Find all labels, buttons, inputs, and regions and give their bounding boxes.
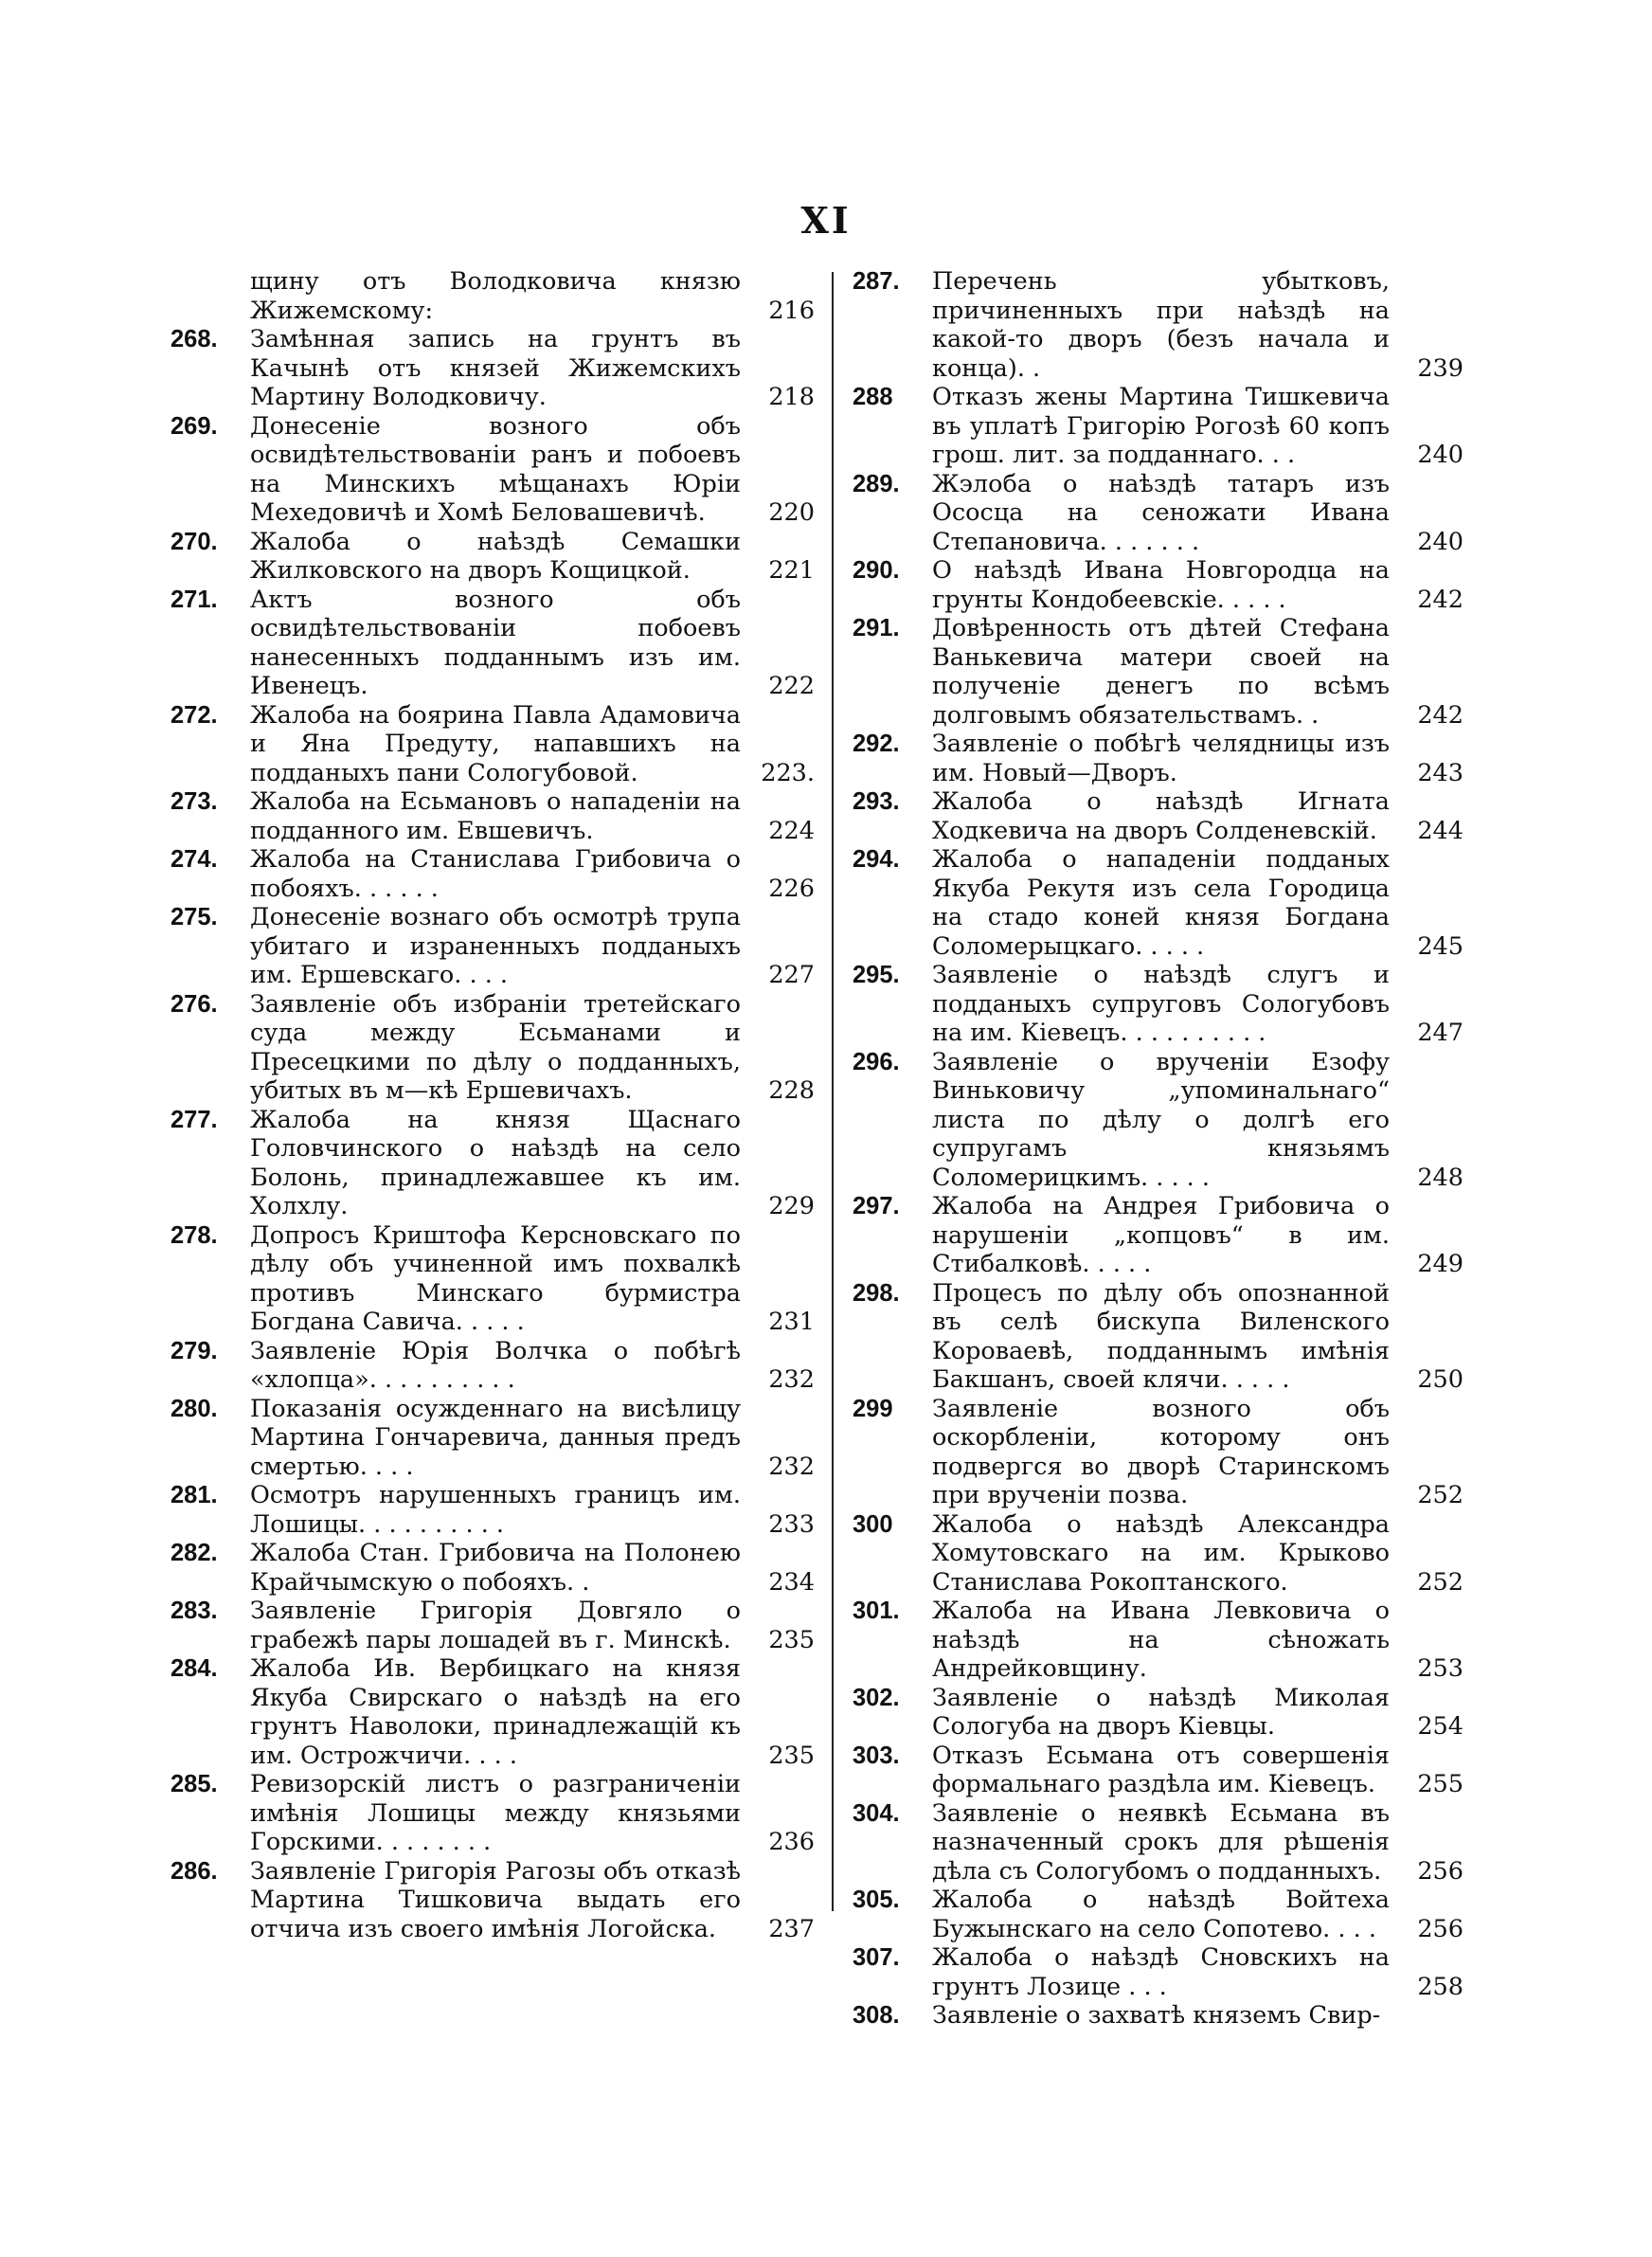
- entry-title: Осмотръ нарушенныхъ границъ им. Лошицы. . . . . . . . . .: [250, 1481, 741, 1539]
- entry-number: 300: [853, 1510, 893, 1538]
- toc-entry: [853, 730, 1463, 787]
- entry-number: 276.: [171, 990, 218, 1018]
- toc-entry: [853, 1395, 1463, 1510]
- toc-entry: [171, 528, 815, 586]
- toc-entry: [853, 267, 1463, 383]
- entry-title: Допросъ Криштофа Керсновскаго по дѣлу объ учиненной имъ похвалкѣ противъ Минскаго бурмистра Богдана Савича. . . . .: [250, 1220, 741, 1336]
- entry-number: 298.: [853, 1279, 900, 1307]
- entry-number: 270.: [171, 528, 218, 555]
- entry-page-number: 237: [768, 1914, 815, 1943]
- entry-title: Жалоба на Есьмановъ о нападеніи на подданного им. Евшевичъ.: [250, 787, 741, 845]
- toc-entry: [171, 1857, 815, 1944]
- toc-entry: [853, 1742, 1463, 1799]
- entry-number: 307.: [853, 1944, 900, 1971]
- toc-entry: [171, 1221, 815, 1337]
- toc-entry: [171, 1539, 815, 1597]
- entry-number: 302.: [853, 1684, 900, 1711]
- entry-title: Перечень убытковъ, причиненныхъ при наѣздѣ на какой-то дворъ (безъ начала и конца). .: [932, 267, 1390, 383]
- entry-number: 284.: [171, 1655, 218, 1682]
- toc-entry: [171, 1395, 815, 1482]
- entry-page-number: 258: [1417, 1972, 1463, 2001]
- entry-page-number: 234: [768, 1567, 815, 1597]
- entry-title: Жалоба о наѣздѣ Войтеха Бужынскаго на село Сопотево. . . .: [932, 1886, 1390, 1943]
- entry-page-number: 245: [1417, 931, 1463, 961]
- toc-entry: [171, 412, 815, 528]
- entry-number: 272.: [171, 701, 218, 729]
- entry-page-number: 242: [1417, 585, 1463, 614]
- entry-title: Жалоба на боярина Павла Адамовича и Яна Предуту, напавшихъ на подданыхъ пани Сологубовой.: [250, 700, 741, 787]
- entry-title: Жалоба Ив. Вербицкаго на князя Якуба Свирскаго о наѣздѣ на его грунтъ Наволоки, принадлежащій къ им. Острожчичи. . . .: [250, 1654, 741, 1770]
- entry-title: Заявленіе Юрія Волчка о побѣгѣ «хлопца». . . . . . . . . .: [250, 1336, 741, 1394]
- entry-page-number: 235: [768, 1625, 815, 1654]
- entry-number: 285.: [171, 1771, 218, 1797]
- entry-page-number: 223.: [761, 758, 815, 787]
- entry-title: Заявленіе Григорія Довгяло о грабежѣ пары лошадей въ г. Минскѣ.: [250, 1597, 741, 1654]
- toc-entry: [853, 1510, 1463, 1598]
- toc-entry: [853, 2001, 1463, 2031]
- entry-title: Заявленіе о захватѣ княземъ Свир-: [932, 2001, 1381, 2030]
- entry-number: 308.: [853, 2002, 900, 2029]
- entry-title: Жалоба о нападеніи подданых Якуба Рекутя изъ села Городица на стадо коней князя Богдана Соломерыцкаго. . . . .: [932, 845, 1390, 961]
- toc-entry: [171, 1106, 815, 1221]
- entry-page-number: 236: [768, 1828, 815, 1856]
- entry-page-number: 242: [1417, 700, 1463, 730]
- entry-title: Замѣнная запись на грунтъ въ Качынѣ отъ князей Жижемскихъ Мартину Володковичу.: [250, 325, 741, 411]
- entry-page-number: 249: [1417, 1250, 1463, 1278]
- right-column: [853, 267, 1463, 2031]
- entry-title: Жалоба на Ивана Левковича о наѣздѣ на сѣножать Андрейковщину.: [932, 1597, 1390, 1683]
- entry-title: Ревизорскій листъ о разграниченіи имѣнія Лошицы между князьями Горскими. . . . . . . .: [250, 1770, 741, 1856]
- entry-title: Жалоба о наѣздѣ Александра Хомутовскаго на им. Крыково Станислава Рокоптанского.: [932, 1509, 1390, 1597]
- entry-number: 278.: [171, 1221, 218, 1249]
- toc-entry: [171, 701, 815, 788]
- entry-page-number: 247: [1417, 1019, 1463, 1047]
- entry-title: Заявленіе о побѣгѣ челядницы изъ им. Новый—Дворъ.: [932, 730, 1390, 787]
- entry-number: 290.: [853, 557, 900, 584]
- entry-page-number: 254: [1417, 1712, 1463, 1741]
- entry-number: 303.: [853, 1742, 900, 1769]
- toc-entry: [171, 1597, 815, 1654]
- entry-title: Донесеніе возного объ освидѣтельствованіи ранъ и побоевъ на Минскихъ мѣщанахъ Юріи Мехедовичѣ и Хомѣ Беловашевичѣ.: [250, 411, 741, 527]
- toc-entry: [171, 1337, 815, 1395]
- entry-number: 271.: [171, 586, 218, 613]
- entry-title: Жалоба о наѣздѣ Сновскихъ на грунтъ Лозицe . . .: [932, 1943, 1390, 2001]
- toc-entry: [853, 787, 1463, 845]
- entry-number: 268.: [171, 326, 218, 352]
- entry-number: 295.: [853, 962, 900, 988]
- entry-title: Отказъ Есьмана отъ совершенія формальнаго раздѣла им. Кіевецъ.: [932, 1741, 1390, 1798]
- entry-number: 281.: [171, 1482, 218, 1508]
- toc-entry: [853, 383, 1463, 470]
- entry-page-number: 220: [768, 498, 815, 527]
- entry-title: Заявленіе объ избраніи третейскаго суда между Есьманами и Пресецкими по дѣлу о подданныхъ, убитых въ м—кѣ Ершевичахъ.: [250, 989, 741, 1105]
- entry-number: 288: [853, 384, 893, 410]
- entry-page-number: 253: [1417, 1654, 1463, 1683]
- entry-number: 294.: [853, 846, 900, 873]
- toc-entry: [171, 325, 815, 412]
- toc-entry: [171, 787, 815, 845]
- entry-number: 305.: [853, 1887, 900, 1913]
- entry-number: 289.: [853, 470, 900, 497]
- entry-number: 292.: [853, 731, 900, 757]
- toc-entry: [853, 1048, 1463, 1193]
- column-divider: [832, 272, 834, 1911]
- entry-title: щину отъ Володковича князю Жижемскому:: [250, 267, 741, 325]
- entry-number: [171, 267, 250, 325]
- toc-entry: [171, 903, 815, 990]
- entry-number: 286.: [171, 1857, 218, 1885]
- entry-page-number: 224: [768, 816, 815, 845]
- entry-page-number: 248: [1417, 1163, 1463, 1192]
- entry-page-number: 226: [768, 874, 815, 903]
- entry-number: 296.: [853, 1048, 900, 1075]
- toc-entry: [171, 990, 815, 1106]
- entry-title: Заявленіе Григорія Рагозы объ отказѣ Мартина Тишковича выдать его отчича изъ своего имѣнія Логойска.: [250, 1856, 741, 1943]
- entry-title: Актъ возного объ освидѣтельствованіи побоевъ нанесенныхъ подданнымъ изъ им. Ивенецъ.: [250, 585, 741, 700]
- entry-page-number: 228: [768, 1076, 815, 1105]
- toc-entry: [171, 1770, 815, 1857]
- entry-title: Жалоба Стан. Грибовича на Полонею Крайчымскую о побояхъ. .: [250, 1539, 741, 1597]
- entry-page-number: 232: [768, 1452, 815, 1481]
- toc-entry: [853, 1597, 1463, 1684]
- entry-page-number: 232: [768, 1365, 815, 1394]
- entry-title: Процесъ по дѣлу объ опознанной въ селѣ бискупа Виленского Короваевѣ, подданнымъ имѣнія Бакшанъ, своей клячи. . . . .: [932, 1278, 1390, 1394]
- entry-title: Заявленіе о неявкѣ Есьмана въ назначенный срокъ для рѣшенія дѣла съ Сологубомъ о подданныхъ.: [932, 1798, 1390, 1886]
- entry-title: Жалоба о наѣздѣ Семашки Жилковского на дворъ Кощицкой.: [250, 527, 741, 585]
- toc-entry: [171, 586, 815, 701]
- toc-entry: [853, 556, 1463, 614]
- entry-number: 299: [853, 1395, 893, 1422]
- entry-title: Показанія осужденнаго на висѣлицу Мартина Гончаревича, данныя предъ смертью. . . .: [250, 1394, 741, 1481]
- entry-page-number: 233: [768, 1509, 815, 1539]
- entry-page-number: 240: [1417, 527, 1463, 556]
- entry-title: Отказъ жены Мартина Тишкевича въ уплатѣ Григорію Рогозѣ 60 копъ грош. лит. за подданнаго. . .: [932, 383, 1390, 469]
- toc-entry: [853, 961, 1463, 1048]
- toc-entry: [171, 1481, 815, 1539]
- entry-number: 269.: [171, 412, 218, 440]
- entry-title: Жалоба на князя Щаснаго Головчинского о наѣздѣ на село Болонь, принадлежавшее къ им. Холхлу.: [250, 1105, 741, 1220]
- toc-entry: [853, 845, 1463, 961]
- entry-page-number: 221: [768, 556, 815, 585]
- toc-entry: [853, 1799, 1463, 1887]
- entry-page-number: 252: [1417, 1567, 1463, 1597]
- entry-page-number: 227: [768, 961, 815, 989]
- page-number-roman: XI: [800, 199, 852, 242]
- entry-number: 274.: [171, 846, 218, 873]
- toc-entry: [171, 267, 815, 325]
- entry-number: 291.: [853, 615, 900, 641]
- entry-title: Жалоба о наѣздѣ Игната Ходкевича на дворъ Солденевскій.: [932, 787, 1390, 845]
- entry-page-number: 256: [1417, 1856, 1463, 1886]
- toc-entry: [853, 470, 1463, 557]
- entry-title: О наѣздѣ Ивана Новгородца на грунты Кондобеевскіе. . . . .: [932, 556, 1390, 614]
- entry-number: 282.: [171, 1540, 218, 1566]
- entry-number: 304.: [853, 1799, 900, 1827]
- entry-number: 297.: [853, 1193, 900, 1219]
- entry-title: Довѣренность отъ дѣтей Стефана Ванькевича матери своей на полученіе денегъ по всѣмъ долговымъ обязательствамъ. .: [932, 614, 1390, 730]
- entry-page-number: 216: [768, 296, 815, 325]
- entry-title: Жэлоба о наѣздѣ татаръ изъ Ососца на сеножати Ивана Степановича. . . . . . .: [932, 469, 1390, 556]
- entry-title: Жалоба на Андрея Грибовича о нарушеніи „копцовъ“ в им. Стибалковѣ. . . . .: [932, 1192, 1390, 1278]
- entry-number: 301.: [853, 1598, 900, 1624]
- entry-title: Заявленіе возного объ оскорбленіи, которому онъ подвергся во дворѣ Старинскомъ при врученіи позва.: [932, 1394, 1390, 1509]
- entry-title: Жалоба на Станислава Грибовича о побояхъ. . . . . .: [250, 845, 741, 903]
- entry-page-number: 243: [1417, 758, 1463, 787]
- toc-entry: [853, 1943, 1463, 2001]
- entry-page-number: 250: [1417, 1365, 1463, 1394]
- entry-page-number: 218: [768, 383, 815, 411]
- entry-page-number: 229: [768, 1192, 815, 1220]
- entry-number: 287.: [853, 268, 900, 295]
- entry-number: 283.: [171, 1598, 218, 1624]
- entry-number: 277.: [171, 1106, 218, 1133]
- entry-page-number: 244: [1417, 816, 1463, 845]
- entry-number: 275.: [171, 904, 218, 930]
- toc-entry: [853, 1192, 1463, 1279]
- toc-entry: [853, 1279, 1463, 1395]
- entry-number: 280.: [171, 1395, 218, 1422]
- entry-title: Донесеніе вознаго объ осмотрѣ трупа убитаго и израненныхъ подданыхъ им. Ершевскаго. . . .: [250, 903, 741, 989]
- left-column: [171, 267, 815, 1943]
- entry-page-number: 255: [1417, 1770, 1463, 1798]
- entry-page-number: 252: [1417, 1481, 1463, 1509]
- toc-entry: [171, 845, 815, 903]
- toc-entry: [171, 1654, 815, 1770]
- entry-number: 279.: [171, 1337, 218, 1364]
- entry-number: 293.: [853, 788, 900, 815]
- entry-title: Заявленіе о наѣздѣ Миколая Сологуба на дворъ Кіевцы.: [932, 1683, 1390, 1741]
- entry-title: Заявленіе о врученіи Езофу Виньковичу „упоминальнаго“ листа по дѣлу о долгѣ его супругамъ князьямъ Соломерицкимъ. . . . .: [932, 1047, 1390, 1192]
- toc-entry: [853, 1684, 1463, 1742]
- toc-entry: [853, 1886, 1463, 1943]
- entry-page-number: 239: [1417, 353, 1463, 383]
- entry-page-number: 235: [768, 1741, 815, 1770]
- entry-page-number: 240: [1417, 441, 1463, 469]
- entry-page-number: 222: [768, 672, 815, 700]
- entry-title: Заявленіе о наѣздѣ слугъ и подданыхъ супруговъ Сологубовъ на им. Кіевецъ. . . . . . . . . .: [932, 961, 1390, 1047]
- entry-number: 273.: [171, 788, 218, 815]
- entry-page-number: 256: [1417, 1914, 1463, 1943]
- toc-entry: [853, 614, 1463, 730]
- entry-page-number: 231: [768, 1308, 815, 1336]
